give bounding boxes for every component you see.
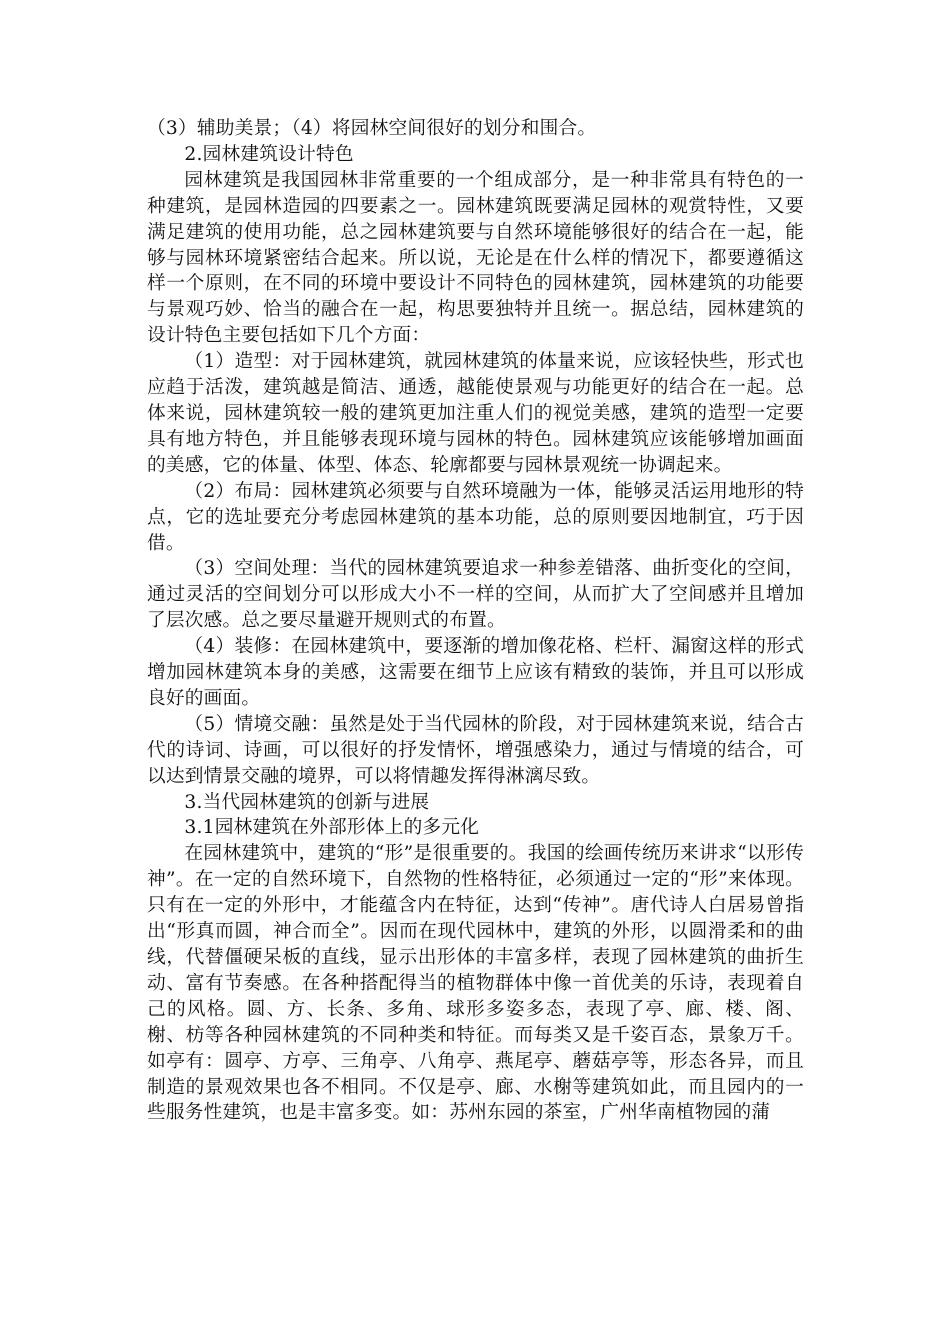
section-heading-3: 3.当代园林建筑的创新与进展 xyxy=(184,791,430,813)
paragraph-item-1-form: （1）造型：对于园林建筑，就园林建筑的体量来说，应该轻快些，形式也应趋于活泼，建筑越是简洁、通透，越能使景观与功能更好的结合在一起。总体来说，园林建筑较一般的建筑更加注重人们的视觉美感，建筑的造型一定要具有地方特色，并且能够表现环境与园林的特色。园林建筑应该能够增加画面的美感，它的体量、体型、体态、轮廓都要与园林景观统一协调起来。 xyxy=(147,351,804,476)
paragraph-item-4-decoration: （4）装修：在园林建筑中，要逐渐的增加像花格、栏杆、漏窗这样的形式增加园林建筑本身的美感，这需要在细节上应该有精致的装饰，并且可以形成良好的画面。 xyxy=(147,636,804,709)
paragraph-item-3-space: （3）空间处理：当代的园林建筑要追求一种参差错落、曲折变化的空间，通过灵活的空间划分可以形成大小不一样的空间，从而扩大了空间感并且增加了层次感。总之要尽量避开规则式的布置。 xyxy=(147,558,804,632)
paragraph-item-2-layout: （2）布局：园林建筑必须要与自然环境融为一体，能够灵活运用地形的特点，它的选址要充分考虑园林建筑的基本功能，总的原则要因地制宜，巧于因借。 xyxy=(147,480,804,554)
subsection-heading-3-1: 3.1园林建筑在外部形体上的多元化 xyxy=(184,817,480,839)
paragraph-intro: 园林建筑是我国园林非常重要的一个组成部分，是一种非常具有特色的一种建筑，是园林造园的四要素之一。园林建筑既要满足园林的观赏特性，又要满足建筑的使用功能，总之园林建筑要与自然环境能够很好的结合在一起，能够与园林环境紧密结合起来。所以说，无论是在什么样的情况下，都要遵循这样一个原则，在不同的环境中要设计不同特色的园林建筑，园林建筑的功能要与景观巧妙、恰当的融合在一起，构思要独特并且统一。据总结，园林建筑的设计特色主要包括如下几个方面： xyxy=(147,169,804,347)
paragraph-list-continuation: （3）辅助美景；（4）将园林空间很好的划分和围合。 xyxy=(147,118,597,139)
document-body xyxy=(147,116,804,1126)
paragraph-form-diversity: 在园林建筑中，建筑的“形”是很重要的。我国的绘画传统历来讲求“以形传神”。在一定的自然环境下，自然物的性格特征，必须通过一定的“形”来体现。只有在一定的外形中，才能蕴含内在特征，达到“传神”。唐代诗人白居易曾指出“形真而圆，神合而全”。因而在现代园林中，建筑的外形，以圆滑柔和的曲线，代替僵硬呆板的直线，显示出形体的丰富多样，表现了园林建筑的曲折生动、富有节奏感。在各种搭配得当的植物群体中像一首优美的乐诗，表现着自己的风格。圆、方、长条、多角、球形多姿多态，表现了亭、廊、楼、阁、榭、枋等各种园林建筑的不同种类和特征。而每类又是千姿百态，景象万千。如亭有：圆亭、方亭、三角亭、八角亭、燕尾亭、蘑菇亭等，形态各异，而且制造的景观效果也各不相同。不仅是亭、廊、水榭等建筑如此，而且园内的一些服务性建筑，也是丰富多变。如：苏州东园的茶室，广州华南植物园的蒲 xyxy=(147,843,804,1124)
section-heading-2: 2.园林建筑设计特色 xyxy=(184,143,354,165)
paragraph-item-5-scene: （5）情境交融：虽然是处于当代园林的阶段，对于园林建筑来说，结合古代的诗词、诗画，可以很好的抒发情怀，增强感染力，通过与情境的结合，可以达到情景交融的境界，可以将情趣发挥得淋漓尽致。 xyxy=(147,713,804,787)
